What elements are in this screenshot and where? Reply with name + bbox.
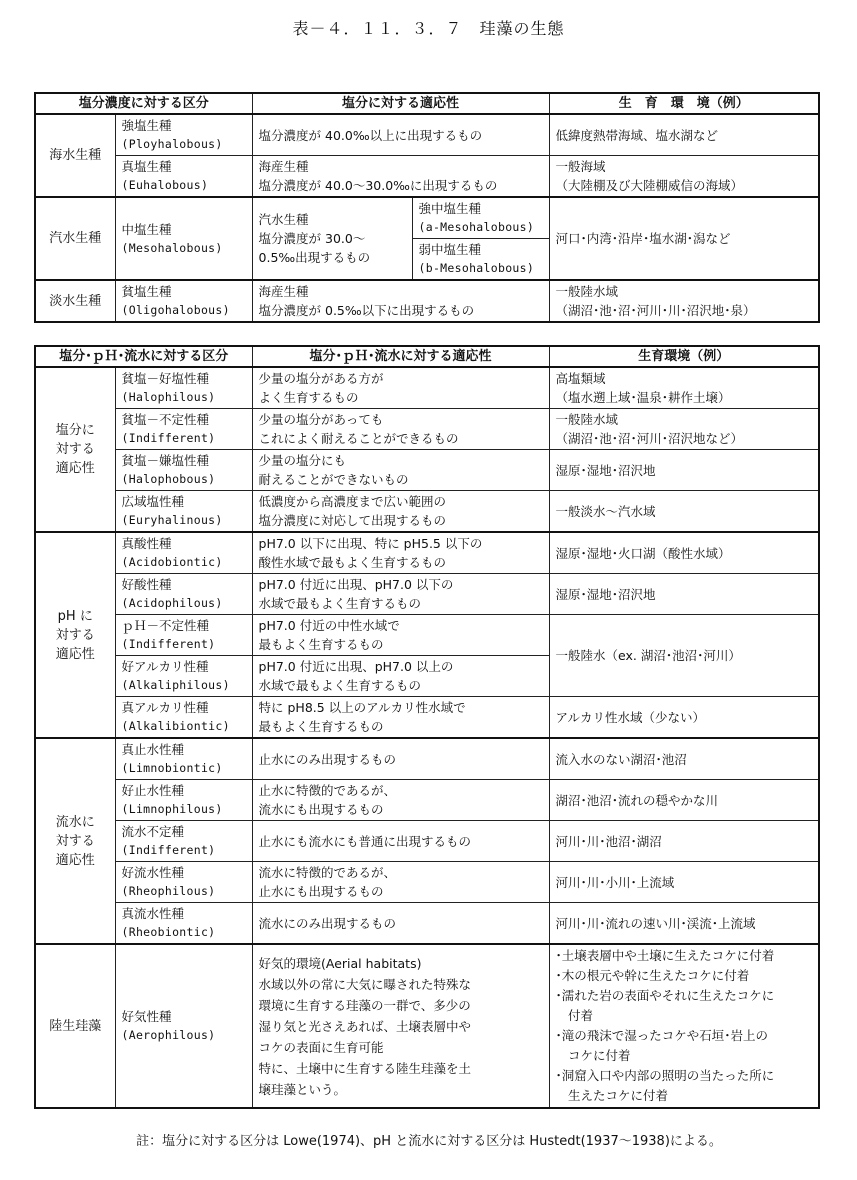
species-cell <box>115 197 252 280</box>
header-category: 塩分濃度に対する区分 <box>35 93 252 114</box>
group-line: 塩分に <box>55 423 95 438</box>
desc-line: これによく耐えることができるもの <box>258 431 459 446</box>
desc-line: 最もよく生育するもの <box>258 719 384 734</box>
table-row <box>35 532 819 574</box>
desc-line: 好気的環境(Aerial habitats) <box>258 955 422 971</box>
desc-cell <box>252 862 549 903</box>
species-cell <box>115 280 252 322</box>
species-latin: (Indifferent) <box>121 637 216 651</box>
species-latin: (Ployhalobous) <box>121 137 223 151</box>
desc-line: pH7.0 付近に出現、pH7.0 以下の <box>258 577 454 592</box>
desc-cell <box>252 409 549 450</box>
species-name: 中塩生種 <box>121 221 172 237</box>
env-cell: 河川･川･流れの速い川･渓流･上流域 <box>549 903 819 945</box>
subspecies-name: 弱中塩生種 <box>418 242 482 257</box>
subspecies-cell <box>412 239 549 281</box>
env-cell <box>549 156 819 198</box>
table-row <box>35 450 819 491</box>
desc-cell: 塩分濃度が 40.0‰以上に出現するもの <box>252 114 549 156</box>
env-cell: 一般淡水～汽水域 <box>549 491 819 533</box>
species-latin: (Alkalibiontic) <box>121 719 230 733</box>
species-name: 好気性種 <box>121 1009 172 1024</box>
desc-line: 壌珪藻という。 <box>258 1081 347 1097</box>
env-line: ･滝の飛沫で湿ったコケや石垣･岩上の <box>555 1028 769 1043</box>
species-name: 貧塩－好塩性種 <box>121 371 210 386</box>
desc-cell: 止水にのみ出現するもの <box>252 738 549 780</box>
species-latin: (Oligohalobous) <box>121 303 230 317</box>
env-cell: 一般陸水（ex. 湖沼･池沼･河川） <box>549 615 819 697</box>
group-current <box>35 738 115 944</box>
species-cell <box>115 903 252 945</box>
desc-line: 海産生種 <box>258 284 309 299</box>
desc-line: 0.5‰出現するもの <box>258 250 371 265</box>
env-line: （大陸棚及び大陸棚威信の海域） <box>555 178 744 193</box>
species-latin: (Mesohalobous) <box>121 240 223 255</box>
desc-line: 低濃度から高濃度まで広い範囲の <box>258 494 447 509</box>
species-latin: (Limnophilous) <box>121 802 223 816</box>
desc-line: pH7.0 以下に出現、特に pH5.5 以下の <box>258 536 483 551</box>
desc-cell <box>252 532 549 574</box>
table-header-row <box>35 346 819 367</box>
subspecies-name: 強中塩生種 <box>418 201 482 216</box>
desc-cell <box>252 780 549 821</box>
species-latin: (Halophobous) <box>121 472 216 486</box>
desc-line: 塩分濃度が 30.0～ <box>258 231 366 246</box>
species-cell <box>115 862 252 903</box>
env-cell: 流入水のない湖沼･池沼 <box>549 738 819 780</box>
species-cell <box>115 574 252 615</box>
species-name: 好止水性種 <box>121 783 185 798</box>
desc-cell <box>252 574 549 615</box>
group-salinity <box>35 367 115 532</box>
env-line: （湖沼･池･沼･河川･沼沢地など） <box>555 431 744 446</box>
table-row <box>35 574 819 615</box>
desc-cell <box>252 450 549 491</box>
table-row <box>35 156 819 198</box>
species-name: 好酸性種 <box>121 577 172 592</box>
env-cell: 河川･川･池沼･湖沼 <box>549 821 819 862</box>
env-cell: 低緯度熱帯海域、塩水湖など <box>549 114 819 156</box>
table-row <box>35 409 819 450</box>
table-row <box>35 944 819 1108</box>
desc-line: 塩分濃度が 40.0～30.0‰に出現するもの <box>258 178 498 193</box>
desc-line: 海産生種 <box>258 159 309 174</box>
env-cell: 湿原･湿地･沼沢地 <box>549 574 819 615</box>
desc-line: 止水にも出現するもの <box>258 884 384 899</box>
env-cell <box>549 280 819 322</box>
env-line: ･洞窟入口や内部の照明の当たった所に <box>555 1068 775 1083</box>
group-line: 適応性 <box>55 852 95 868</box>
species-cell <box>115 821 252 862</box>
desc-line: 水域で最もよく生育するもの <box>258 678 422 693</box>
desc-line: 酸性水域で最もよく生育するもの <box>258 555 447 570</box>
species-latin: (Euryhalinous) <box>121 513 223 527</box>
footnote: 註：塩分に対する区分は Lowe(1974)、pH と流水に対する区分は Hustedt(1937～1938)による。 <box>136 1134 722 1149</box>
desc-line: 湿り気と光さえあれば、土壌表層中や <box>258 1018 472 1034</box>
table-header-row <box>35 93 819 114</box>
table-title: 表－４．１１．３．７ 珪藻の生態 <box>292 19 565 38</box>
group-line: 適応性 <box>55 461 95 476</box>
species-latin: (Aerophilous) <box>121 1028 216 1042</box>
species-cell <box>115 450 252 491</box>
species-latin: (Euhalobous) <box>121 178 209 192</box>
species-name: 真流水性種 <box>121 906 185 921</box>
desc-line: 水域で最もよく生育するもの <box>258 596 422 611</box>
desc-line: 特に pH8.5 以上のアルカリ性水域で <box>258 700 466 715</box>
desc-line: 特に、土壌中に生育する陸生珪藻を土 <box>258 1060 472 1076</box>
desc-cell <box>252 197 412 280</box>
header-environment: 生 育 環 境（例） <box>549 93 819 114</box>
desc-line: 汽水生種 <box>258 212 309 227</box>
group-line: 流水に <box>55 814 95 830</box>
env-line: 生えたコケに付着 <box>555 1088 669 1103</box>
desc-cell <box>252 491 549 533</box>
desc-cell: 流水にのみ出現するもの <box>252 903 549 945</box>
desc-line: 塩分濃度に対応して出現するもの <box>258 513 447 528</box>
header-adaptability: 塩分に対する適応性 <box>252 93 549 114</box>
species-cell <box>115 114 252 156</box>
env-cell: 河口･内湾･沿岸･塩水湖･潟など <box>549 197 819 280</box>
desc-cell: 止水にも流水にも普通に出現するもの <box>252 821 549 862</box>
desc-cell <box>252 697 549 739</box>
species-latin: (Indifferent) <box>121 843 216 857</box>
species-name: 強塩生種 <box>121 118 172 133</box>
species-cell <box>115 697 252 739</box>
desc-line: 止水に特徴的であるが、 <box>258 783 397 798</box>
table-row <box>35 780 819 821</box>
env-cell: アルカリ性水域（少ない） <box>549 697 819 739</box>
desc-line: よく生育するもの <box>258 390 359 405</box>
desc-line: 最もよく生育するもの <box>258 637 384 652</box>
table-row <box>35 197 819 239</box>
ecology-table <box>34 345 820 1109</box>
env-line: ･木の根元や幹に生えたコケに付着 <box>555 968 750 983</box>
species-cell <box>115 491 252 533</box>
desc-line: 少量の塩分がある方が <box>258 371 384 386</box>
table-row <box>35 114 819 156</box>
subspecies-latin: (a-Mesohalobous) <box>418 220 535 234</box>
table-row <box>35 367 819 409</box>
group-line: 対する <box>55 627 95 643</box>
species-name: 好流水性種 <box>121 865 185 880</box>
species-latin: (Alkaliphilous) <box>121 678 230 692</box>
desc-line: 耐えることができないもの <box>258 472 409 487</box>
desc-line: 水域以外の常に大気に曝された特殊な <box>258 976 472 992</box>
env-line: 一般海域 <box>555 159 606 174</box>
species-latin: (Halophilous) <box>121 390 216 404</box>
species-cell <box>115 738 252 780</box>
env-line: 高塩類域 <box>555 371 606 386</box>
species-name: 流水不定種 <box>121 824 185 839</box>
table-row <box>35 615 819 656</box>
group-land: 陸生珪藻 <box>35 944 115 1108</box>
desc-line: pH7.0 付近に出現、pH7.0 以上の <box>258 659 454 674</box>
group-line: 対する <box>55 442 95 457</box>
species-cell <box>115 615 252 656</box>
species-latin: (Indifferent) <box>121 431 216 445</box>
species-latin: (Acidobiontic) <box>121 555 223 569</box>
species-cell <box>115 656 252 697</box>
salinity-table <box>34 92 820 323</box>
subspecies-cell <box>412 197 549 239</box>
env-cell: 河川･川･小川･上流域 <box>549 862 819 903</box>
species-name: 貧塩－嫌塩性種 <box>121 453 210 468</box>
table-row <box>35 903 819 945</box>
desc-line: 少量の塩分にも <box>258 453 347 468</box>
desc-line: 塩分濃度が 0.5‰以下に出現するもの <box>258 303 475 318</box>
species-cell <box>115 780 252 821</box>
env-cell: 湿原･湿地･火口湖（酸性水域） <box>549 532 819 574</box>
species-name: 真塩生種 <box>121 159 172 174</box>
group-marine: 海水生種 <box>35 114 115 197</box>
group-line: 適応性 <box>55 646 95 662</box>
desc-line: 少量の塩分があっても <box>258 412 384 427</box>
header-environment: 生育環境（例） <box>549 346 819 367</box>
table-row <box>35 821 819 862</box>
desc-cell <box>252 615 549 656</box>
table-row <box>35 280 819 322</box>
species-cell <box>115 156 252 198</box>
desc-line: 流水に特徴的であるが、 <box>258 865 397 880</box>
env-line: （塩水遡上域･温泉･耕作土壌） <box>555 390 731 405</box>
species-name: 真アルカリ性種 <box>121 700 209 715</box>
species-latin: (Acidophilous) <box>121 596 223 610</box>
env-line: ･土壌表層中や土壌に生えたコケに付着 <box>555 948 775 963</box>
species-name: 真酸性種 <box>121 536 172 551</box>
group-ph <box>35 532 115 738</box>
env-cell <box>549 944 819 1108</box>
species-name: 広域塩性種 <box>121 494 185 509</box>
env-line: 付着 <box>555 1008 594 1023</box>
desc-line: 環境に生育する珪藻の一群で、多少の <box>258 997 471 1013</box>
group-line: 対する <box>55 833 95 849</box>
env-line: 一般陸水域 <box>555 412 619 427</box>
species-name: 好アルカリ性種 <box>121 659 209 674</box>
subspecies-latin: (b-Mesohalobous) <box>418 261 535 275</box>
table-row <box>35 697 819 739</box>
species-latin: (Rheobiontic) <box>121 925 216 939</box>
header-adaptability: 塩分･ｐＨ･流水に対する適応性 <box>252 346 549 367</box>
header-category: 塩分･ｐＨ･流水に対する区分 <box>35 346 252 367</box>
species-name: 真止水性種 <box>121 742 185 757</box>
env-line: コケに付着 <box>555 1048 631 1063</box>
desc-cell <box>252 367 549 409</box>
desc-line: 流水にも出現するもの <box>258 802 384 817</box>
species-cell <box>115 944 252 1108</box>
group-brackish: 汽水生種 <box>35 197 115 280</box>
desc-cell <box>252 156 549 198</box>
species-name: 貧塩－不定性種 <box>121 412 210 427</box>
desc-line: pH7.0 付近の中性水域で <box>258 618 400 633</box>
species-cell <box>115 367 252 409</box>
table-row <box>35 491 819 533</box>
desc-line: コケの表面に生育可能 <box>258 1039 384 1055</box>
species-latin: (Limnobiontic) <box>121 761 223 775</box>
group-line: pH に <box>57 608 93 624</box>
group-freshwater: 淡水生種 <box>35 280 115 322</box>
species-name: 貧塩生種 <box>121 284 172 299</box>
species-cell <box>115 409 252 450</box>
desc-cell <box>252 280 549 322</box>
species-latin: (Rheophilous) <box>121 884 216 898</box>
env-cell <box>549 367 819 409</box>
species-name: ｐＨ－不定性種 <box>121 618 210 633</box>
env-cell: 湿原･湿地･沼沢地 <box>549 450 819 491</box>
env-line: （湖沼･池･沼･河川･川･沼沢地･泉） <box>555 303 756 318</box>
env-line: 一般陸水域 <box>555 284 619 299</box>
env-cell <box>549 409 819 450</box>
table-row <box>35 862 819 903</box>
species-cell <box>115 532 252 574</box>
env-cell: 湖沼･池沼･流れの穏やかな川 <box>549 780 819 821</box>
desc-cell <box>252 656 549 697</box>
desc-cell <box>252 944 549 1108</box>
table-row <box>35 738 819 780</box>
env-line: ･濡れた岩の表面やそれに生えたコケに <box>555 988 775 1003</box>
